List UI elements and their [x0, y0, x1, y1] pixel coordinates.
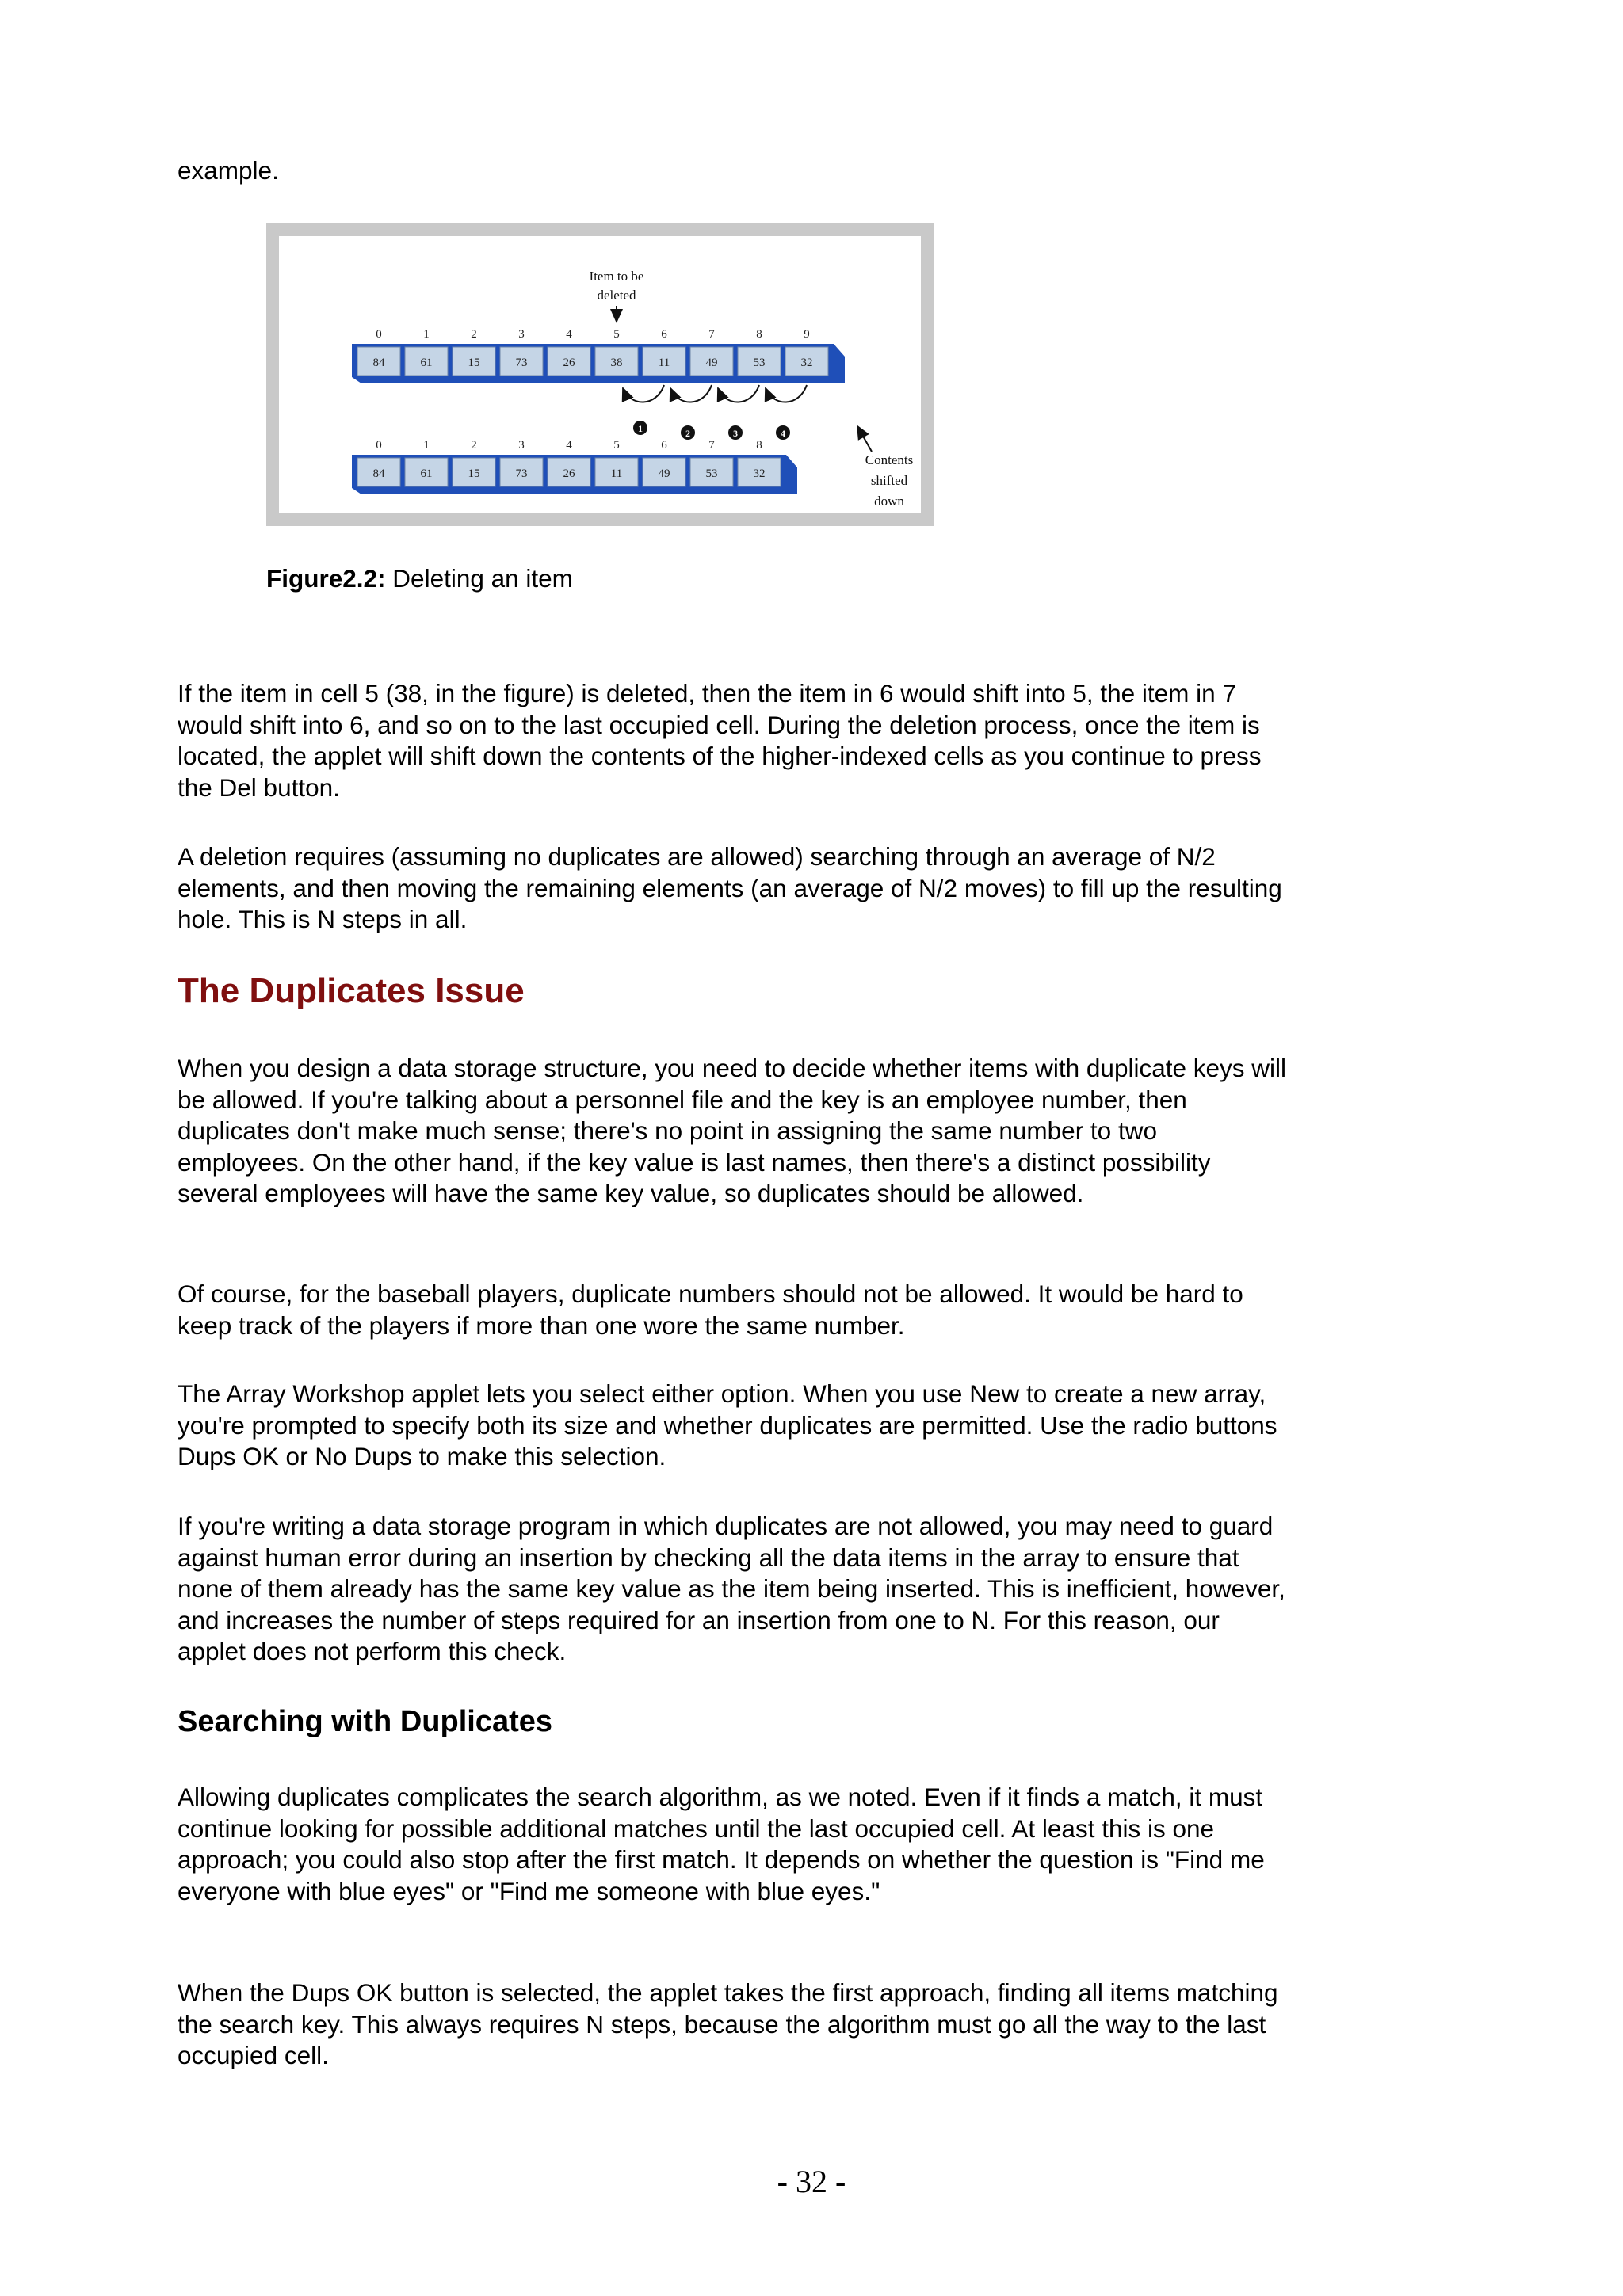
bottom-cell-index: 4	[566, 439, 572, 452]
paragraph-deletion-cost: A deletion requires (assuming no duplicates are allowed) searching through an average of N/2 elements, and then moving the remaining elements (an average of N/2 moves) to fill up the resulting hole. This is N steps in all.	[178, 842, 1282, 933]
top-cell-index: 1	[423, 328, 430, 341]
bottom-cell-value: 73	[515, 467, 528, 480]
item-to-be-deleted-label: Item to be	[589, 269, 644, 284]
bottom-cell-index: 0	[376, 439, 382, 452]
top-cell-index: 3	[518, 328, 525, 341]
bottom-cell-value: 61	[420, 467, 433, 480]
bottom-cell-index: 6	[661, 439, 667, 452]
contents-shifted-label: Contents	[865, 452, 914, 467]
bottom-cell-index: 7	[708, 439, 715, 452]
bottom-cell-value: 53	[705, 467, 718, 480]
shift-arrow	[718, 385, 759, 402]
item-to-be-deleted-label: deleted	[597, 288, 636, 303]
bottom-cell-index: 3	[518, 439, 525, 452]
shift-arrow	[670, 385, 712, 402]
paragraph-search-algorithm: Allowing duplicates complicates the search algorithm, as we noted. Even if it finds a match, it must continue looking for possible additional matches until the last occupied cell. At least this is one approach; you could also stop after the first match. It depends on whether the question is "Find me everyone with blue eyes" or "Find me someone with blue eyes."	[178, 1783, 1265, 1905]
top-cell-value: 49	[705, 357, 718, 369]
paragraph-baseball-players: Of course, for the baseball players, duplicate numbers should not be allowed. It would be hard to keep track of the players if more than one wore the same number.	[178, 1280, 1243, 1340]
bottom-cell-index: 8	[756, 439, 762, 452]
shift-arrow	[623, 385, 664, 402]
caption-text: Deleting an item	[385, 564, 573, 593]
step-number: 1	[638, 423, 643, 434]
bottom-cell-value: 15	[468, 467, 480, 480]
step-number: 2	[685, 428, 690, 439]
contents-shifted-label: down	[874, 494, 904, 509]
paragraph-dups-ok: When the Dups OK button is selected, the applet takes the first approach, finding all items matching the search key. This always requires N steps, because the algorithm must go all the way to the last occupied cell.	[178, 1978, 1278, 2069]
bottom-cell-value: 84	[372, 467, 385, 480]
heading-searching-duplicates: Searching with Duplicates	[178, 1705, 552, 1738]
paragraph-array-workshop: The Array Workshop applet lets you select either option. When you use New to create a new array, you're prompted to specify both its size and whether duplicates are permitted. Use the radio buttons Dups OK or No Dups to make this selection.	[178, 1379, 1277, 1470]
top-cell-value: 53	[753, 357, 766, 369]
top-cell-value: 15	[468, 357, 480, 369]
bottom-cell-index: 5	[613, 439, 620, 452]
top-cell-index: 9	[804, 328, 810, 341]
bottom-cell-index: 2	[471, 439, 477, 452]
contents-shifted-pointer	[857, 426, 872, 452]
top-cell-index: 4	[566, 328, 572, 341]
shift-arrow	[766, 385, 807, 402]
figure-canvas	[279, 236, 921, 513]
top-cell-value: 38	[610, 357, 623, 369]
top-cell-value: 84	[372, 357, 385, 369]
top-cell-value: 32	[800, 357, 813, 369]
top-cell-index: 8	[756, 328, 762, 341]
caption-label: Figure2.2:	[266, 564, 386, 593]
top-cell-index: 5	[613, 328, 620, 341]
bottom-cell-value: 49	[658, 467, 670, 480]
paragraph-guard-duplicates: If you're writing a data storage program in which duplicates are not allowed, you may need to guard against human error during an insertion by checking all the data items in the array to ensure that none of them already has the same key value as the item being inserted. This is inefficient, however, and increases the number of steps required for an insertion from one to N. For this reason, our applet does not perform this check.	[178, 1512, 1285, 1665]
top-cell-value: 11	[658, 357, 670, 369]
figure-deleting-item	[266, 223, 934, 526]
bottom-cell-value: 32	[753, 467, 766, 480]
bottom-cell-value: 26	[563, 467, 575, 480]
figure-caption	[266, 564, 573, 593]
top-cell-value: 73	[515, 357, 528, 369]
top-cell-index: 2	[471, 328, 477, 341]
top-cell-value: 26	[563, 357, 575, 369]
step-number: 3	[733, 428, 738, 439]
paragraph-duplicate-keys: When you design a data storage structure, you need to decide whether items with duplicate keys will be allowed. If you're talking about a personnel file and the key is an employee number, then duplicates don't make much sense; there's no point in assigning the same number to two employees. On the other hand, if the key value is last names, then there's a distinct possibility several employees will have the same key value, so duplicates should be allowed.	[178, 1054, 1287, 1207]
top-cell-index: 6	[661, 328, 667, 341]
top-cell-index: 7	[708, 328, 715, 341]
step-number: 4	[781, 428, 785, 439]
paragraph-deletion-shift: If the item in cell 5 (38, in the figure) is deleted, then the item in 6 would shift into 5, the item in 7 would shift into 6, and so on to the last occupied cell. During the deletion process, once the item is located, the applet will shift down the contents of the higher-indexed cells as you continue to press the Del button.	[178, 679, 1262, 802]
top-fragment: example.	[178, 156, 279, 185]
array-diagram	[279, 236, 921, 513]
top-cell-value: 61	[420, 357, 433, 369]
heading-duplicates-issue: The Duplicates Issue	[178, 971, 525, 1010]
bottom-cell-value: 11	[610, 467, 623, 480]
page-number: - 32 -	[777, 2164, 846, 2199]
contents-shifted-label: shifted	[870, 473, 908, 488]
bottom-cell-index: 1	[423, 439, 430, 452]
top-cell-index: 0	[376, 328, 382, 341]
